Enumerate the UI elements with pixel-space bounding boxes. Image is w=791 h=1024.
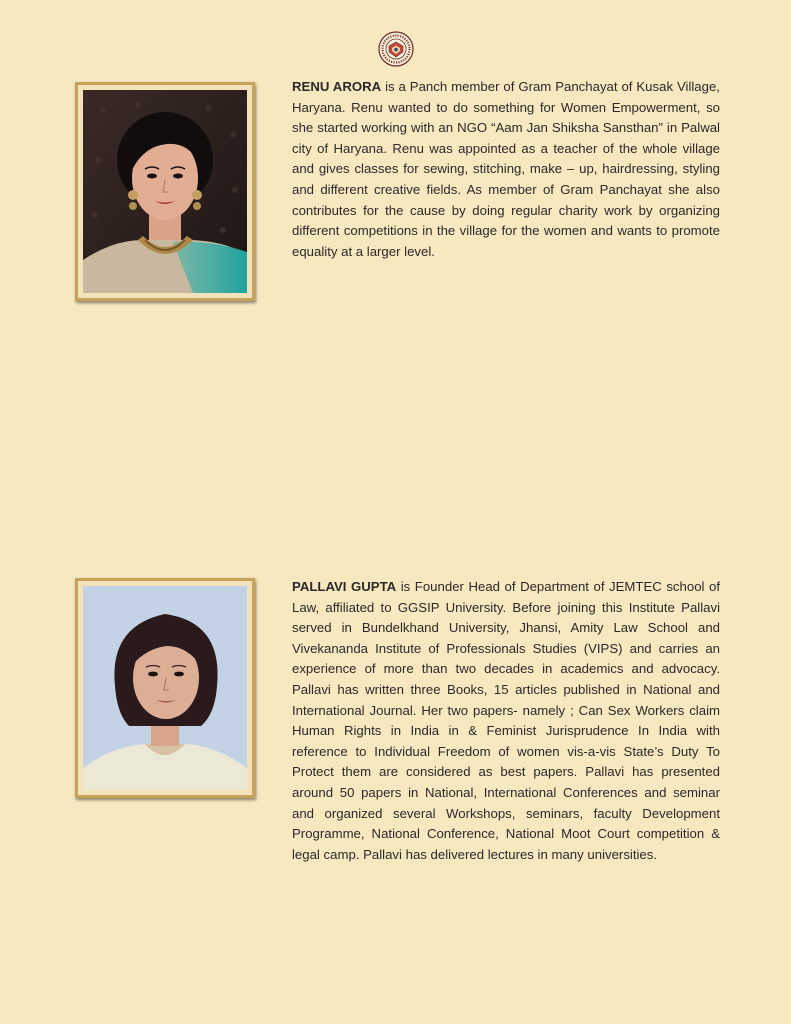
profile-photo-pallavi-gupta	[75, 578, 255, 798]
profile-name: PALLAVI GUPTA	[292, 579, 397, 594]
portrait-photo-icon	[83, 90, 247, 293]
seal-emblem-icon	[378, 31, 414, 67]
profile-bio-pallavi-gupta	[292, 577, 720, 865]
profile-name: RENU ARORA	[292, 79, 382, 94]
profile-description: is a Panch member of Gram Panchayat of Kusak Village, Haryana. Renu wanted to do something for Women Empowerment, so she started working with an NGO “Aam Jan Shiksha Sansthan” in Palwal city of Haryana. Renu was appointed as a teacher of the whole village and gives classes for sewing, stitching, make – up, hairdressing, styling and different creative fields. As member of Gram Panchayat she also contributes for the cause by doing regular charity work by organizing different competitions in the village for the women and wants to promote equality at a larger level.	[292, 79, 720, 259]
profile-photo-renu-arora	[75, 82, 255, 301]
portrait-photo-icon	[83, 586, 247, 790]
profile-bio-renu-arora	[292, 77, 720, 262]
profile-description: is Founder Head of Department of JEMTEC school of Law, affiliated to GGSIP University. Before joining this Institute Pallavi served in Bundelkhand University, Jhansi, Amity Law School and Vivekananda Institute of Professionals Studies (VIPS) and carries an experience of more than two decades in academics and advocacy. Pallavi has written three Books, 15 articles published in National and International Journal. Her two papers- namely ; Can Sex Workers claim Human Rights in India in & Feminist Jurisprudence In India with reference to Individual Freedom of women vis-a-vis State’s Duty To Protect them are considered as best papers. Pallavi has presented around 50 papers in National, International Conferences and seminar and organized several Workshops, seminars, faculty Development Programme, National Conference, National Moot Court competition & legal camp. Pallavi has delivered lectures in many universities.	[292, 579, 720, 862]
